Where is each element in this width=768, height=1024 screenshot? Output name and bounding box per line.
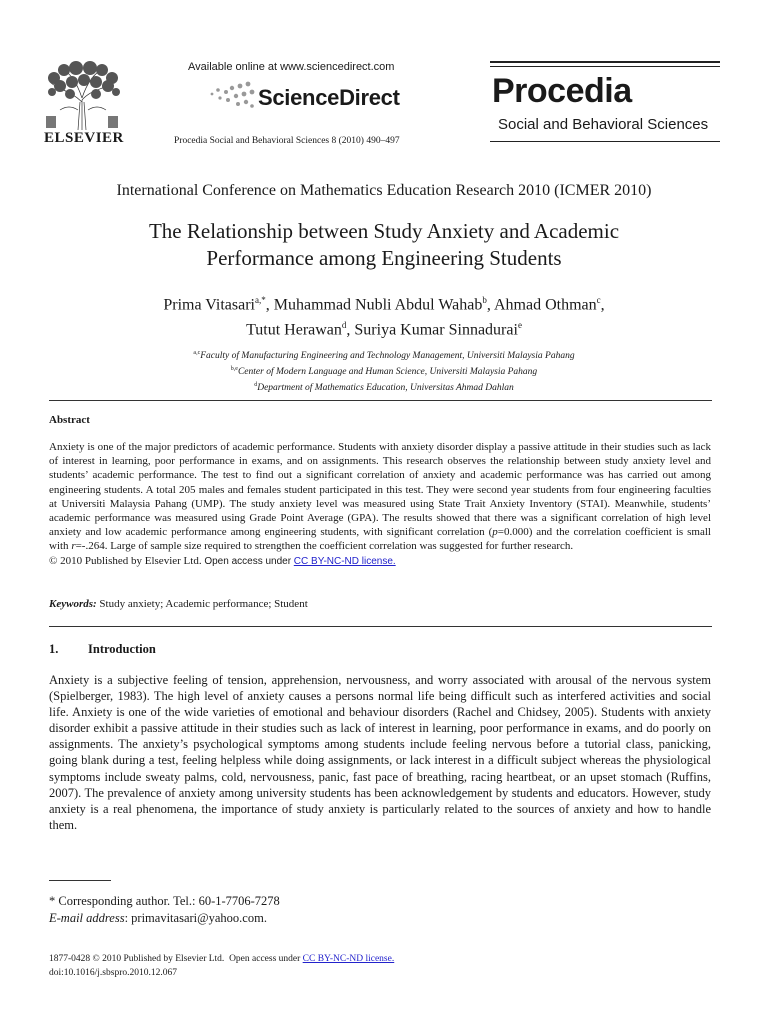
affiliation-mark: a,c xyxy=(193,350,201,356)
author-name: Prima Vitasari xyxy=(163,296,255,314)
author-name: Tutut Herawan xyxy=(246,321,342,339)
header-rule xyxy=(490,141,720,142)
affiliation-mark: d xyxy=(254,382,258,389)
license-link[interactable]: CC BY-NC-ND license. xyxy=(293,555,396,567)
header-rule xyxy=(490,61,720,63)
footer-open-access: Open access under xyxy=(229,954,301,964)
corresponding-author: * Corresponding author. Tel.: 60-1-7706-7278 xyxy=(49,894,280,908)
footer-copyright xyxy=(49,954,394,964)
author-list xyxy=(0,290,768,341)
email-address: : primavitasari@yahoo.com. xyxy=(124,911,267,925)
author-affiliation-mark: a,* xyxy=(254,295,266,305)
sciencedirect-wordmark: ScienceDirect xyxy=(258,85,400,110)
affiliation xyxy=(0,347,768,363)
section-number: 1. xyxy=(49,642,59,656)
author-affiliation-mark: c xyxy=(596,295,601,305)
footnote-rule xyxy=(49,880,111,881)
keywords xyxy=(49,598,308,610)
title-line: The Relationship between Study Anxiety and Academic xyxy=(148,219,620,243)
abstract-text-part: =0.000) and the correlation coefficient is small with xyxy=(49,526,711,553)
variable-r: r xyxy=(71,540,76,553)
journal-citation: Procedia Social and Behavioral Sciences 8 (2010) 490–497 xyxy=(174,136,400,146)
affiliation-list xyxy=(0,347,768,395)
paper-title xyxy=(0,218,768,272)
affiliation-text: Center of Modern Language and Human Science, Universiti Malaysia Pahang xyxy=(237,367,538,378)
email-label: E-mail address xyxy=(49,911,125,925)
journal-subtitle: Social and Behavioral Sciences xyxy=(498,116,709,133)
author-line xyxy=(0,315,768,340)
affiliation xyxy=(0,379,768,395)
abstract-text-part: Anxiety is one of the major predictors of academic performance. Students with anxiety disorder display a passive attitude in their studies such as lack of interest in learning, poor performance in exams, and on assignments. This research observes the relationship between study anxiety level and students’ academic performance. The test to find out a significant correlation of anxiety and academic performance was has carried out among engineering students. A total 205 males and females student participated in this test. They were second year students from four engineering faculties at Universiti Malaysia Pahang (UMP). The study anxiety level was measured using State Trait Anxiety Inventory (STAI). Meanwhile, students’ academic performance was measured using Grade Point Average (GPA). The results showed that there was a significant correlation of high level anxiety and low academic performance among engineering students, with significant correlation ( xyxy=(49,441,711,539)
variable-p: p xyxy=(492,526,498,539)
section-heading xyxy=(49,642,156,657)
introduction-paragraph: Anxiety is a subjective feeling of tension, apprehension, nervousness, and worry associated with arousal of the nervous system (Spielberger, 1983). The high level of anxiety causes a persons normal life being difficult such as interfered activities and social life. Anxiety is one of the wide varieties of emotional and behaviour disorders (Rachel and Chidsey, 2005). Students with anxiety disorder exhibit a passive attitude in their studies such as lack of interest in learning, poor performance in exams, and do poorly on assignments. The anxiety’s psychological symptoms among students include feeling nervous before a tutorial class, panicking, going blank during a test, feeling helpless while doing assignments, or lack interest in a difficult subject whereas the physiological symptoms include sweaty palms, cold, nervousness, panic, fast pace of breathing, racing heartbeat, or an upset stomach (Ruffins, 2007). The prevalence of anxiety among university students has been acknowledgement by students and educators. However, study anxiety is a real phenomena, the importance of study anxiety is particularly related to the sources of anxiety and how to handle them. xyxy=(49,673,711,832)
affiliation-text: Department of Mathematics Education, Universitas Ahmad Dahlan xyxy=(257,383,514,394)
abstract-text-part: =-.264. Large of sample size required to strengthen the coefficient correlation was suggested for further research. xyxy=(75,540,574,553)
available-online-text: Available online at www.sciencedirect.com xyxy=(188,61,395,73)
publisher-name: ELSEVIER xyxy=(44,130,124,146)
section-title: Introduction xyxy=(88,642,156,656)
author-affiliation-mark: e xyxy=(517,320,522,331)
author-name: Muhammad Nubli Abdul Wahab xyxy=(273,296,483,314)
keywords-text: Study anxiety; Academic performance; Student xyxy=(99,598,308,610)
footer-license-link[interactable]: CC BY-NC-ND license. xyxy=(302,954,395,964)
elsevier-tree-logo xyxy=(40,60,124,132)
abstract-heading: Abstract xyxy=(49,414,90,426)
keywords-label: Keywords: xyxy=(49,598,97,610)
footer-doi: doi:10.1016/j.sbspro.2010.12.067 xyxy=(49,968,177,978)
email-line xyxy=(49,911,267,926)
open-access-text: Open access under xyxy=(204,555,292,567)
section-divider xyxy=(49,400,712,401)
author-affiliation-mark: d xyxy=(341,320,347,331)
affiliation xyxy=(0,363,768,379)
author-name: Ahmad Othman xyxy=(493,296,597,314)
journal-wordmark: Procedia xyxy=(492,72,632,110)
section-divider xyxy=(49,626,712,627)
abstract-text xyxy=(49,440,711,569)
affiliation-text: Faculty of Manufacturing Engineering and Technology Management, Universiti Malaysia Pahang xyxy=(200,351,575,362)
author-affiliation-mark: b xyxy=(482,295,487,305)
author-separator: , xyxy=(600,296,605,314)
author-line xyxy=(0,290,768,315)
header-rule xyxy=(490,66,720,67)
title-line: Performance among Engineering Students xyxy=(206,246,562,270)
author-separator: , xyxy=(265,296,274,314)
author-separator: , xyxy=(486,296,494,314)
author-separator: , xyxy=(346,321,355,339)
conference-name: International Conference on Mathematics Education Research 2010 (ICMER 2010) xyxy=(116,182,652,199)
affiliation-mark: b,e xyxy=(230,366,238,373)
author-name: Suriya Kumar Sinnadurai xyxy=(354,321,518,339)
footer-issn: 1877-0428 © 2010 Published by Elsevier Ltd. xyxy=(49,954,225,964)
abstract-copyright: © 2010 Published by Elsevier Ltd. xyxy=(49,554,202,567)
sciencedirect-dots-icon xyxy=(208,80,256,110)
